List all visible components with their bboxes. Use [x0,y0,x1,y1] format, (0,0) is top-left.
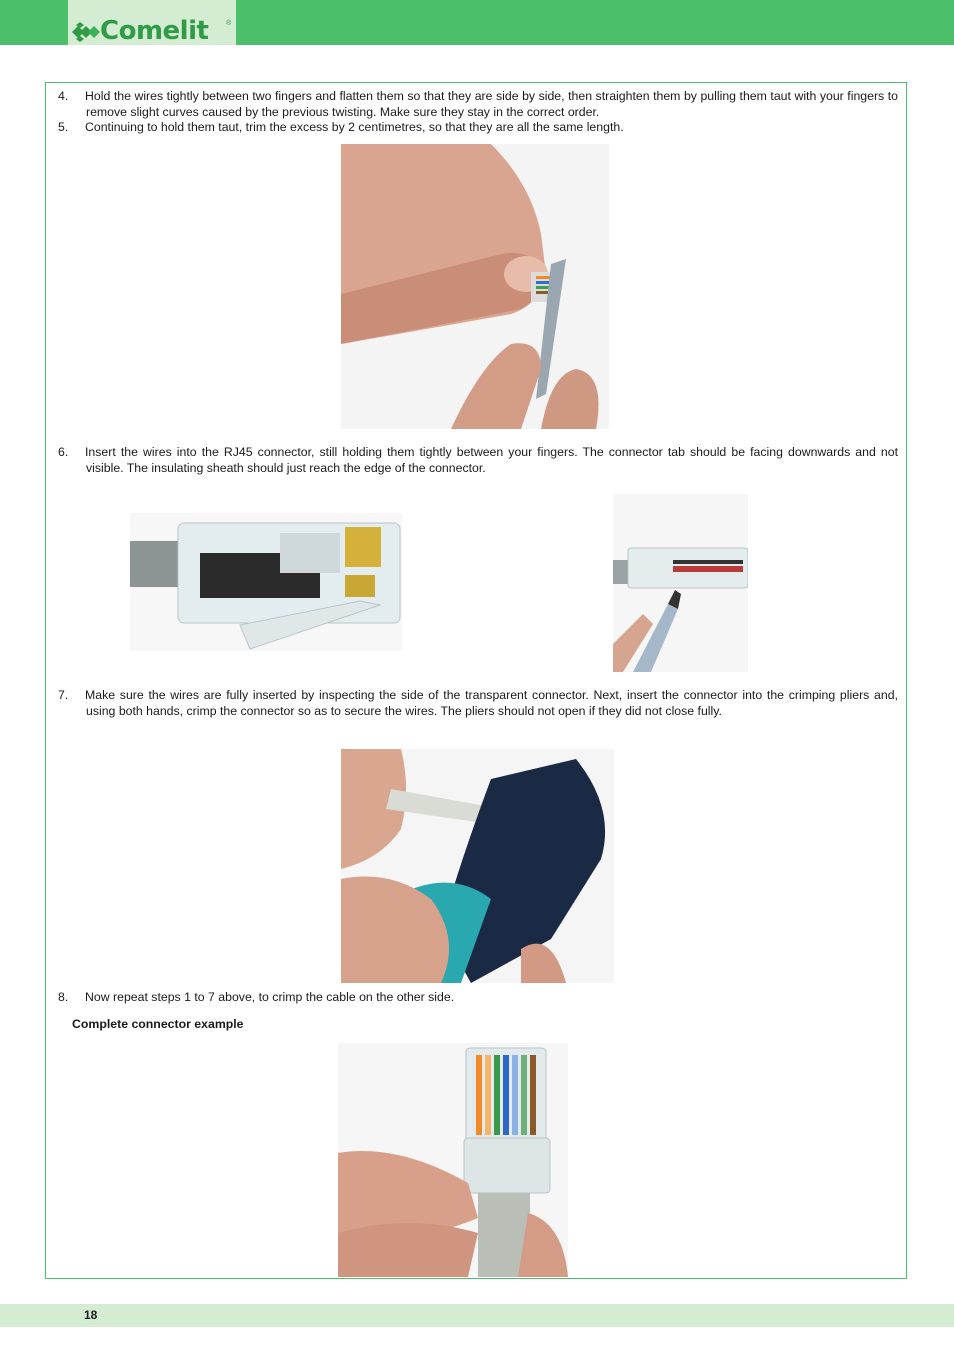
logo-registered-mark: ® [226,20,232,27]
step-number: 4. [58,89,69,103]
step-text: Make sure the wires are fully inserted by inspecting the side of the transparent connector. Next, insert the connector into the crimping pliers and, using both hands, crimp the connector so as to secure the wires. The pliers should not open if they did not close fully. [85,688,898,718]
comelit-logo [68,0,236,45]
step-number: 6. [58,445,69,459]
step-text: Continuing to hold them taut, trim the excess by 2 centimetres, so that they are all the same length. [85,120,624,134]
photo-rj45-connector-side [130,513,402,651]
caption-complete-connector: Complete connector example [72,1017,244,1031]
step-number: 7. [58,688,69,702]
step-8 [58,990,898,1006]
logo-diamond-icon [72,22,100,42]
logo-text: Comelit [100,16,209,46]
step-text: Hold the wires tightly between two fingers and flatten them so that they are side by side, then straighten them by pulling them taut with your fingers to remove slight curves caused by the previous twisting. Make sure they stay in the correct order. [85,89,898,119]
page-number: 18 [84,1308,98,1322]
photo-flattened-wires [341,144,609,429]
step-5 [58,120,898,136]
step-7 [58,688,898,719]
step-number: 8. [58,990,69,1004]
photo-complete-connector [338,1043,568,1277]
step-text: Insert the wires into the RJ45 connector, still holding them tightly between your fingers. The connector tab should be facing downwards and not visible. The insulating sheath should just reach the edge of the connector. [85,445,898,475]
footer-bar [0,1304,954,1327]
photo-crimping-pliers [341,749,614,983]
photo-rj45-connector-pen [613,494,748,672]
step-6 [58,445,898,476]
step-text: Now repeat steps 1 to 7 above, to crimp the cable on the other side. [85,990,455,1004]
step-4 [58,89,898,120]
step-number: 5. [58,120,69,134]
